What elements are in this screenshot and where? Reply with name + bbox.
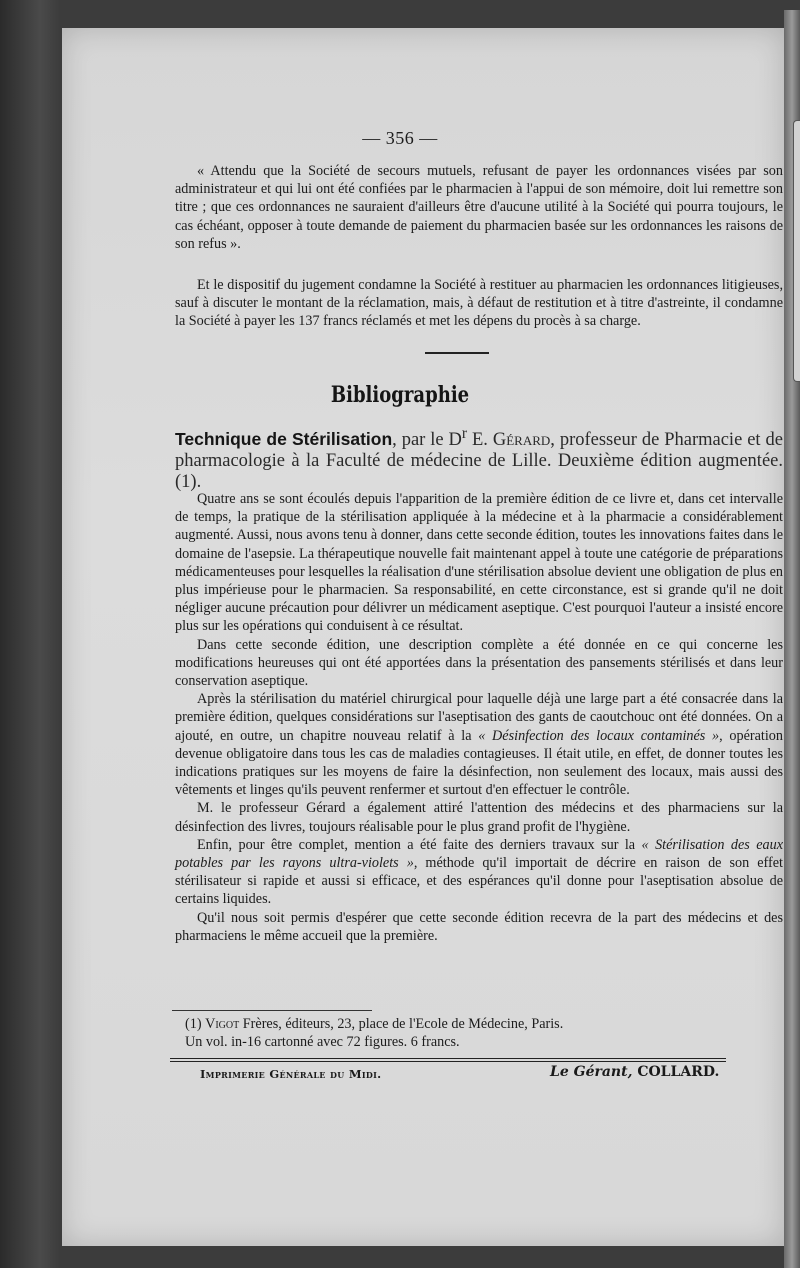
page-number: — 356 —	[362, 128, 438, 148]
manager-name: COLLARD.	[632, 1064, 720, 1080]
book-author: E. Gérard	[467, 430, 551, 451]
book-details: , professeur de Pharmacie et de pharmacologie à la Faculté de médecine de Lille. Deuxième édition augmentée. (1).	[175, 430, 783, 493]
review-paragraph-6: Qu'il nous soit permis d'espérer que cette seconde édition recevra de la part des médecins et des pharmaciens le même accueil que la première.	[175, 909, 783, 944]
judgement-quote: « Attendu que la Société de secours mutuels, refusant de payer les ordonnances visées par son administrateur et qui lui ont été confiées par le pharmacien à l'appui de son mémoire, doit lui remettre son titre ; que ces ordonnances ne sauraient d'ailleurs être d'aucune utilité à la Société qui pourra toujours, le cas échéant, opposer à toute demande de paiement du pharmacien basée sur les ordonnances les raisons de son refus ».	[175, 163, 783, 252]
judgement-quote-block	[175, 162, 783, 253]
review-paragraph-5	[175, 836, 783, 909]
review-p3-b: , opération devenue obligatoire dans tous les cas de maladies contagieuses. Il était utile, en effet, de donner toutes les indications pratiques sur les moyens de faire la désinfection, non seulement des locaux, mais aussi des vêtements et linges qu'ils peuvent renfermer et surtout d'en effectuer le contrôle.	[175, 727, 783, 799]
review-paragraph-3	[175, 690, 783, 799]
footnote-address: Frères, éditeurs, 23, place de l'Ecole de Médecine, Paris.	[239, 1016, 564, 1032]
footnote	[175, 1015, 783, 1051]
footnote-divider	[172, 1010, 372, 1011]
manager-signature	[550, 1064, 719, 1080]
review-paragraph-2: Dans cette seconde édition, une description complète a été donnée en ce qui concerne les modifications heureuses qui ont été apportées dans la présentation des pansements stérilisés et dans leur conservation aseptique.	[175, 636, 783, 690]
review-p3-a: Après la stérilisation du matériel chirurgical pour laquelle déjà une large part a été consacrée dans la première édition, quelques considérations sur l'aseptisation des gants de caoutchouc ont été données. On a ajouté, en outre, un chapitre nouveau relatif à la	[175, 691, 783, 744]
review-p5-b: , méthode qu'il importait de décrire en raison de son effet stérilisateur si rapide et aussi si efficace, et des espérances qu'il donne pour l'aseptisation absolue de certains liquides.	[175, 855, 783, 908]
manager-label: Le Gérant,	[550, 1064, 633, 1080]
footnote-publisher: Vigot	[205, 1016, 240, 1032]
colophon-rule-bottom	[170, 1061, 726, 1062]
book-entry	[175, 423, 783, 493]
review-paragraph-4: M. le professeur Gérard a également attiré l'attention des médecins et des pharmaciens sur la désinfection des livres, toujours réalisable pour le plus grand profit de l'hygiène.	[175, 800, 783, 835]
judgement-ruling-block	[175, 276, 783, 331]
footnote-line-2: Un vol. in-16 cartonné avec 72 figures. 6 francs.	[185, 1034, 460, 1050]
review-p3-emphasis: « Désinfection des locaux contaminés »	[478, 727, 720, 744]
footnote-line-1	[175, 1015, 783, 1033]
review-p5-a: Enfin, pour être complet, mention a été faite des derniers travaux sur la	[197, 836, 642, 853]
colophon-rule-top	[170, 1058, 726, 1059]
page-tab-marker	[793, 120, 800, 382]
footnote-marker: (1)	[185, 1016, 206, 1032]
judgement-ruling: Et le dispositif du jugement condamne la Société à restituer au pharmacien les ordonnances litigieuses, sauf à discuter le montant de la réclamation, mais, à défaut de restitution et à titre d'astreinte, il condamne la Société à payer les 137 francs réclamés et met les dépens du procès à sa charge.	[175, 277, 783, 330]
book-title: Technique de Stérilisation	[175, 429, 393, 450]
section-divider	[425, 352, 489, 354]
section-heading: Bibliographie	[330, 382, 470, 408]
review-paragraph-1: Quatre ans se sont écoulés depuis l'apparition de la première édition de ce livre et, dans cet intervalle de temps, la pratique de la stérilisation appliquée à la médecine et à la pharmacie a considérablement augmenté. Aussi, nous avons tenu à donner, dans cette seconde édition, toutes les innovations faites dans le domaine de l'asepsie. La thérapeutique nouvelle fait maintenant appel à toute une catégorie de préparations médicamenteuses pour lesquelles la réalisation d'une stérilisation absolue devient une obligation de plus en plus impérieuse pour le pharmacien. Sa responsabilité, en cette circonstance, est si grande qu'il ne doit négliger aucune précaution pour délivrer un médicament aseptique. C'est pourquoi l'auteur a insisté encore plus sur les opérations qui conduisent à ce résultat.	[175, 491, 783, 635]
book-by: , par le D	[392, 430, 462, 451]
book-by-sup: r	[461, 425, 468, 442]
review-text	[175, 490, 783, 945]
review-p5-emphasis: « Stérilisation des eaux potables par les rayons ultra-violets »	[175, 836, 783, 872]
printer-imprint: Imprimerie Générale du Midi.	[200, 1067, 382, 1081]
